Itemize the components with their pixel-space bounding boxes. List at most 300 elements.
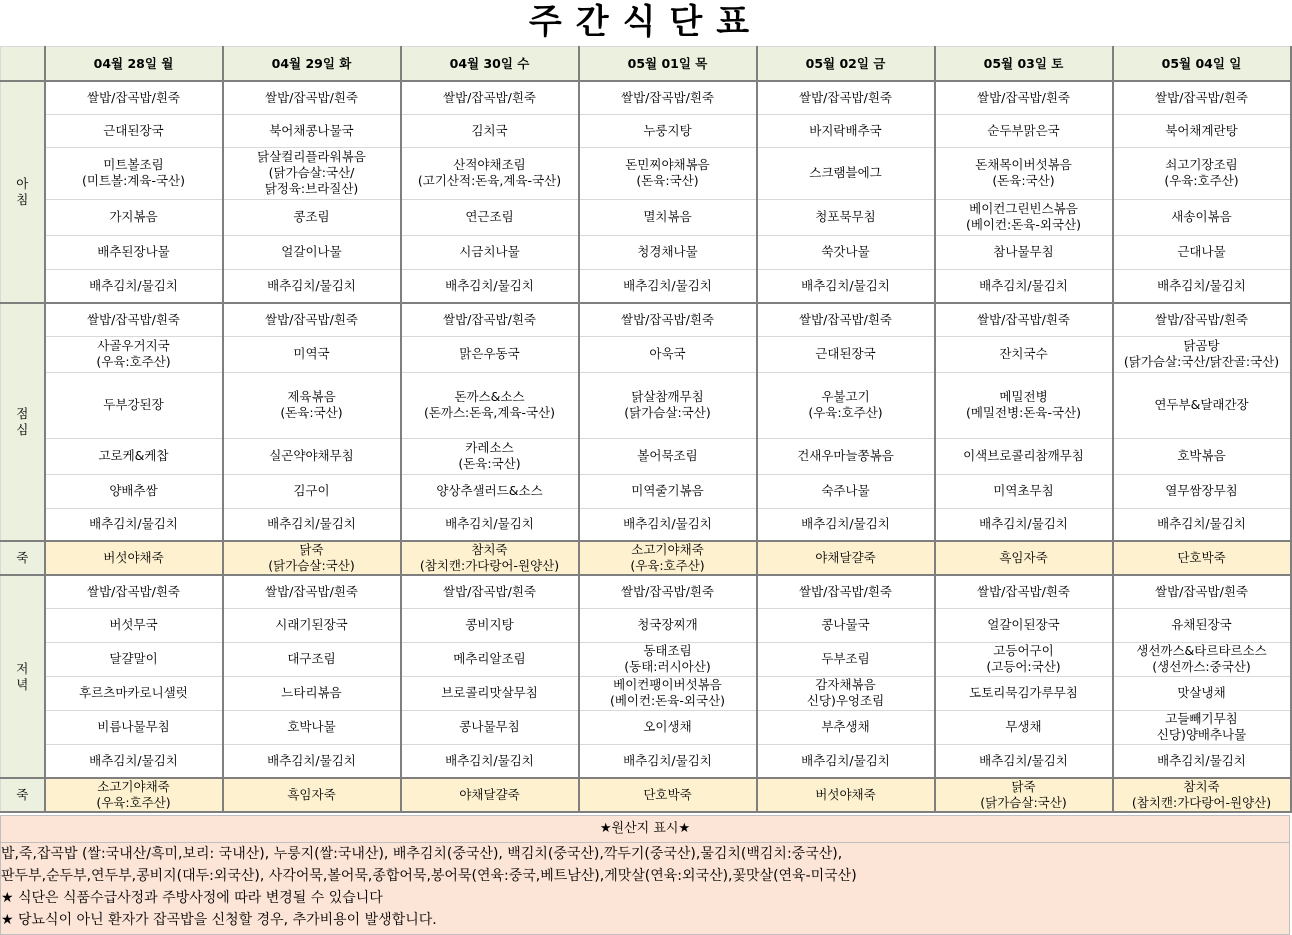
menu-item: (닭가슴살:국산) <box>624 405 711 420</box>
menu-cell <box>579 269 757 303</box>
menu-item: 야채달걀죽 <box>815 550 876 565</box>
menu-item: 실곤약야채무침 <box>269 448 354 463</box>
menu-item: (돈육:국산) <box>992 173 1055 188</box>
menu-item: 배추김치/물김치 <box>445 516 534 532</box>
menu-item: 배추김치/물김치 <box>979 516 1068 532</box>
menu-cell <box>579 541 757 575</box>
menu-item: 비름나물무침 <box>97 719 170 734</box>
menu-item: 김구이 <box>293 483 330 498</box>
meal-label-text: 점심 <box>16 406 29 437</box>
menu-item: 맑은우동국 <box>459 346 520 361</box>
menu-item: 콩조림 <box>293 209 330 224</box>
menu-item: 메밀전병 <box>999 389 1048 404</box>
menu-cell <box>757 575 935 608</box>
porridge-row <box>1 778 1291 812</box>
menu-cell <box>757 474 935 508</box>
menu-cell <box>935 438 1113 474</box>
menu-cell <box>757 541 935 575</box>
menu-cell <box>579 199 757 235</box>
menu-cell <box>757 372 935 438</box>
menu-item: 배추김치/물김치 <box>1157 516 1246 532</box>
menu-cell <box>45 199 223 235</box>
menu-item: 미트볼조림 <box>103 157 164 172</box>
day-header: 04월 30일 수 <box>401 47 579 82</box>
menu-cell <box>45 372 223 438</box>
menu-cell <box>935 710 1113 744</box>
menu-cell <box>223 199 401 235</box>
menu-item: 버섯야채죽 <box>103 550 164 565</box>
menu-cell <box>935 336 1113 372</box>
menu-cell <box>45 642 223 676</box>
menu-item: 쌀밥/잡곡밥/흰죽 <box>1155 89 1248 105</box>
menu-item: 부추생채 <box>821 719 870 734</box>
menu-cell <box>757 642 935 676</box>
menu-cell <box>45 336 223 372</box>
menu-item: (고기산적:돈육,계육-국산) <box>417 173 562 188</box>
notice-line: ★ 당뇨식이 아닌 환자가 잡곡밥을 신청할 경우, 추가비용이 발생합니다. <box>1 912 437 928</box>
menu-item: 배추김치/물김치 <box>801 752 890 768</box>
menu-item: 베이컨그린빈스볶음 <box>969 201 1078 216</box>
menu-item: 참나물무침 <box>993 244 1054 259</box>
menu-item: 맛살냉채 <box>1177 685 1226 700</box>
menu-item: (우육:호주산) <box>1164 173 1239 188</box>
menu-item: (미트볼:계육-국산) <box>81 173 185 188</box>
menu-item: 잔치국수 <box>999 346 1048 361</box>
menu-cell <box>579 147 757 199</box>
menu-cell <box>45 114 223 147</box>
day-header: 05월 01일 목 <box>579 47 757 82</box>
menu-cell <box>935 541 1113 575</box>
menu-item: 흑임자죽 <box>999 550 1048 565</box>
menu-item: 연두부&달래간장 <box>1154 397 1249 412</box>
menu-cell <box>401 474 579 508</box>
menu-item: 도토리묵김가루무침 <box>969 685 1078 700</box>
menu-item: (동태:러시아산) <box>624 659 711 674</box>
menu-item: 얼갈이된장국 <box>987 617 1060 632</box>
menu-cell <box>223 778 401 812</box>
page-title: 주간식단표 <box>528 2 764 42</box>
menu-item: 카레소스 <box>465 440 514 455</box>
menu-cell <box>45 778 223 812</box>
menu-item: 배추김치/물김치 <box>623 516 712 532</box>
menu-item: 버섯야채죽 <box>815 787 876 802</box>
menu-item: 닭살컬리플라워볶음 <box>257 149 366 164</box>
menu-cell <box>757 508 935 541</box>
menu-cell <box>579 778 757 812</box>
menu-item: 콩나물국 <box>821 617 870 632</box>
menu-item: 신당)양배추나물 <box>1156 727 1247 742</box>
menu-item: 얼갈이나물 <box>281 244 342 259</box>
menu-item: 고로케&케찹 <box>98 448 169 463</box>
menu-cell <box>45 744 223 778</box>
menu-item: 돈까스&소스 <box>454 389 525 404</box>
menu-item: 사골우거지국 <box>97 338 170 353</box>
menu-item: 쌀밥/잡곡밥/흰죽 <box>1155 311 1248 327</box>
menu-cell <box>223 147 401 199</box>
menu-cell <box>45 438 223 474</box>
menu-cell <box>223 235 401 269</box>
menu-cell <box>223 336 401 372</box>
menu-item: 콩비지탕 <box>465 617 514 632</box>
menu-item: 근대된장국 <box>103 122 164 138</box>
menu-cell <box>45 81 223 114</box>
menu-item: 콩나물무침 <box>459 719 520 734</box>
origin-heading: ★원산지 표시★ <box>0 815 1290 843</box>
menu-cell <box>45 676 223 710</box>
day-header: 04월 29일 화 <box>223 47 401 82</box>
menu-item: 쌀밥/잡곡밥/흰죽 <box>977 583 1070 599</box>
menu-item: 쌀밥/잡곡밥/흰죽 <box>443 89 536 105</box>
menu-cell <box>579 508 757 541</box>
origin-line: 밥,죽,잡곡밥 (쌀:국내산/흑미,보리: 국내산), 누룽지(쌀:국내산), 배추김치(중국산), 백김치(중국산),깍두기(중국산),물김치(백김치:중국산), <box>1 846 843 862</box>
menu-item: 배추된장나물 <box>97 244 170 259</box>
menu-item: 감자채볶음 <box>815 677 876 692</box>
menu-cell <box>45 235 223 269</box>
menu-cell <box>757 438 935 474</box>
menu-item: 양상추샐러드&소스 <box>436 483 543 498</box>
menu-item: 시금치나물 <box>459 244 520 259</box>
menu-item: 참치죽 <box>1183 779 1220 794</box>
porridge-row <box>1 541 1291 575</box>
menu-cell <box>757 269 935 303</box>
menu-cell <box>223 541 401 575</box>
menu-cell <box>401 642 579 676</box>
menu-cell <box>401 575 579 608</box>
menu-item: 순두부맑은국 <box>987 122 1060 138</box>
menu-item: 후르츠마카로니샐럿 <box>79 685 188 700</box>
origin-line: 판두부,순두부,연두부,콩비지(대두:외국산), 사각어묵,볼어묵,종합어묵,봉어묵(연육:중국,베트남산),게맛살(연육:외국산),꽃맛살(연육-미국산) <box>1 868 857 884</box>
menu-item: 배추김치/물김치 <box>445 752 534 768</box>
menu-cell <box>223 575 401 608</box>
menu-cell <box>1113 438 1291 474</box>
menu-cell <box>757 303 935 336</box>
menu-item: 열무쌈장무침 <box>1165 483 1238 498</box>
menu-item: 쌀밥/잡곡밥/흰죽 <box>621 583 714 599</box>
menu-item: (베이컨:돈육-외국산) <box>609 693 726 708</box>
menu-cell <box>935 575 1113 608</box>
menu-cell <box>935 608 1113 642</box>
menu-cell <box>579 474 757 508</box>
menu-item: 미역국 <box>293 346 330 361</box>
menu-cell <box>579 438 757 474</box>
day-header: 05월 03일 토 <box>935 47 1113 82</box>
menu-item: 쌀밥/잡곡밥/흰죽 <box>799 89 892 105</box>
menu-item: 새송이볶음 <box>1171 209 1232 224</box>
menu-cell <box>757 710 935 744</box>
menu-item: 쌀밥/잡곡밥/흰죽 <box>443 311 536 327</box>
menu-cell <box>579 575 757 608</box>
menu-item: 닭곰탕 <box>1183 338 1220 353</box>
menu-cell <box>223 303 401 336</box>
menu-cell <box>579 676 757 710</box>
menu-item: 호박볶음 <box>1177 448 1226 463</box>
day-header-row <box>1 47 1291 82</box>
meal-label-breakfast <box>1 81 45 303</box>
menu-cell <box>223 81 401 114</box>
menu-cell <box>1113 508 1291 541</box>
menu-cell <box>1113 336 1291 372</box>
menu-item: (생선까스:중국산) <box>1152 659 1251 674</box>
menu-cell <box>1113 575 1291 608</box>
menu-cell <box>935 147 1113 199</box>
menu-cell <box>401 336 579 372</box>
menu-cell <box>757 147 935 199</box>
menu-cell <box>223 269 401 303</box>
menu-cell <box>1113 269 1291 303</box>
menu-item: (참치캔:가다랑어-원양산) <box>1131 795 1272 810</box>
menu-cell <box>401 438 579 474</box>
menu-cell <box>757 235 935 269</box>
menu-cell <box>223 642 401 676</box>
menu-item: 청경채나물 <box>637 244 698 259</box>
menu-item: 쑥갓나물 <box>821 244 870 259</box>
menu-cell <box>45 303 223 336</box>
menu-cell <box>935 744 1113 778</box>
menu-cell <box>1113 541 1291 575</box>
menu-cell <box>223 710 401 744</box>
menu-cell <box>401 303 579 336</box>
menu-item: 양배추쌈 <box>109 483 158 498</box>
menu-item: 쌀밥/잡곡밥/흰죽 <box>87 583 180 599</box>
menu-item: 배추김치/물김치 <box>267 516 356 532</box>
menu-cell <box>579 710 757 744</box>
menu-item: 닭정육:브라질산) <box>264 181 359 196</box>
menu-item: 배추김치/물김치 <box>89 752 178 768</box>
menu-item: 배추김치/물김치 <box>979 752 1068 768</box>
menu-item: 소고기야채죽 <box>97 779 170 794</box>
menu-cell <box>935 778 1113 812</box>
menu-item: (돈육:국산) <box>636 173 699 188</box>
meal-label-dinner <box>1 575 45 778</box>
menu-item: 쌀밥/잡곡밥/흰죽 <box>443 583 536 599</box>
menu-item: 배추김치/물김치 <box>623 752 712 768</box>
menu-item: (고등어:국산) <box>986 659 1061 674</box>
day-header: 05월 04일 일 <box>1113 47 1291 82</box>
menu-cell <box>579 235 757 269</box>
menu-cell <box>45 508 223 541</box>
menu-item: 고등어구이 <box>993 643 1054 658</box>
menu-item: 쌀밥/잡곡밥/흰죽 <box>265 89 358 105</box>
menu-item: 바지락배추국 <box>809 122 882 138</box>
menu-cell <box>1113 303 1291 336</box>
menu-cell <box>1113 81 1291 114</box>
menu-item: 멸치볶음 <box>643 209 692 224</box>
menu-cell <box>223 744 401 778</box>
menu-cell <box>45 710 223 744</box>
menu-cell <box>401 81 579 114</box>
menu-cell <box>401 372 579 438</box>
menu-cell <box>935 303 1113 336</box>
menu-item: 북어채콩나물국 <box>269 122 354 138</box>
menu-cell <box>757 81 935 114</box>
menu-item: 배추김치/물김치 <box>445 277 534 293</box>
menu-item: 숙주나물 <box>821 483 870 498</box>
menu-item: 단호박죽 <box>643 787 692 802</box>
menu-cell <box>935 235 1113 269</box>
menu-cell <box>401 710 579 744</box>
menu-item: 근대된장국 <box>815 346 876 361</box>
menu-item: 야채달걀죽 <box>459 787 520 802</box>
menu-cell <box>45 608 223 642</box>
menu-item: (우육:호주산) <box>96 795 171 810</box>
meal-label-porridge: 죽 <box>1 541 45 575</box>
day-header: 05월 02일 금 <box>757 47 935 82</box>
menu-item: 미역초무침 <box>993 483 1054 498</box>
menu-cell <box>579 303 757 336</box>
menu-cell <box>401 778 579 812</box>
day-header: 04월 28일 월 <box>45 47 223 82</box>
menu-item: (닭가슴살:국산/닭잔골:국산) <box>1123 354 1280 369</box>
menu-cell <box>579 642 757 676</box>
menu-item: 근대나물 <box>1177 244 1226 259</box>
menu-cell <box>1113 676 1291 710</box>
menu-item: 스크램블에그 <box>809 165 882 180</box>
menu-cell <box>579 744 757 778</box>
menu-item: 배추김치/물김치 <box>89 277 178 293</box>
menu-cell <box>401 508 579 541</box>
menu-item: 볼어묵조림 <box>637 448 698 463</box>
menu-item: 배추김치/물김치 <box>801 516 890 532</box>
menu-item: 쌀밥/잡곡밥/흰죽 <box>1155 583 1248 599</box>
menu-cell <box>45 147 223 199</box>
menu-item: 배추김치/물김치 <box>89 516 178 532</box>
menu-item: 배추김치/물김치 <box>623 277 712 293</box>
menu-cell <box>45 474 223 508</box>
menu-cell <box>223 372 401 438</box>
menu-cell <box>579 114 757 147</box>
menu-item: (우육:호주산) <box>808 405 883 420</box>
menu-cell <box>757 676 935 710</box>
menu-item: 이색브로콜리참깨무침 <box>963 448 1084 463</box>
menu-cell <box>223 438 401 474</box>
menu-item: 브로콜리맛살무침 <box>441 685 538 700</box>
menu-item: 누룽지탕 <box>643 122 692 138</box>
menu-cell <box>1113 114 1291 147</box>
menu-item: 유채된장국 <box>1171 617 1232 632</box>
menu-item: 쌀밥/잡곡밥/흰죽 <box>265 583 358 599</box>
menu-cell <box>935 372 1113 438</box>
menu-cell <box>757 778 935 812</box>
menu-item: 베이컨팽이버섯볶음 <box>613 677 722 692</box>
menu-cell <box>1113 710 1291 744</box>
menu-cell <box>1113 147 1291 199</box>
menu-item: 쌀밥/잡곡밥/흰죽 <box>799 583 892 599</box>
menu-item: 느타리볶음 <box>281 685 342 700</box>
menu-item: 쌀밥/잡곡밥/흰죽 <box>621 89 714 105</box>
menu-item: 닭죽 <box>1011 779 1036 794</box>
menu-item: 건새우마늘쫑볶음 <box>797 448 894 463</box>
menu-item: 배추김치/물김치 <box>979 277 1068 293</box>
menu-cell <box>935 676 1113 710</box>
menu-cell <box>579 81 757 114</box>
menu-cell <box>401 676 579 710</box>
header-corner <box>1 47 45 82</box>
menu-item: 시래기된장국 <box>275 617 348 632</box>
menu-item: 신당)우엉조림 <box>806 693 885 708</box>
menu-cell <box>935 81 1113 114</box>
menu-item: 무생채 <box>1005 719 1042 734</box>
menu-item: 동태조림 <box>643 643 692 658</box>
menu-item: 고들빼기무침 <box>1165 711 1238 726</box>
menu-cell <box>1113 372 1291 438</box>
menu-item: (돈육:국산) <box>458 456 521 471</box>
menu-item: 버섯무국 <box>109 617 158 632</box>
menu-item: 돈민찌야채볶음 <box>625 157 710 172</box>
menu-item: 오이생채 <box>643 719 692 734</box>
menu-cell <box>935 474 1113 508</box>
menu-cell <box>935 199 1113 235</box>
weekly-menu-table <box>0 46 1292 813</box>
menu-cell <box>935 508 1113 541</box>
menu-item: 단호박죽 <box>1177 550 1226 565</box>
menu-item: 청국장찌개 <box>637 617 698 632</box>
menu-cell <box>45 575 223 608</box>
menu-item: 대구조림 <box>287 651 336 666</box>
menu-item: 배추김치/물김치 <box>1157 752 1246 768</box>
menu-item: 생선까스&타르타르소스 <box>1136 643 1267 658</box>
menu-cell <box>757 608 935 642</box>
menu-item: (메밀전병:돈육-국산) <box>965 405 1082 420</box>
menu-item: (닭가슴살:국산/ <box>268 165 355 180</box>
menu-item: 쌀밥/잡곡밥/흰죽 <box>799 311 892 327</box>
menu-item: 배추김치/물김치 <box>1157 277 1246 293</box>
menu-item: 배추김치/물김치 <box>267 752 356 768</box>
menu-item: (베이컨:돈육-외국산) <box>965 217 1082 232</box>
menu-item: 우불고기 <box>821 389 870 404</box>
menu-item: 호박나물 <box>287 719 336 734</box>
menu-item: 두부조림 <box>821 651 870 666</box>
menu-item: 북어채계란탕 <box>1165 122 1238 138</box>
menu-item: 미역줄기볶음 <box>631 483 704 498</box>
menu-item: 연근조림 <box>465 209 514 224</box>
menu-item: 쌀밥/잡곡밥/흰죽 <box>977 311 1070 327</box>
menu-cell <box>223 114 401 147</box>
menu-item: 김치국 <box>471 122 508 138</box>
menu-cell <box>1113 199 1291 235</box>
menu-cell <box>757 336 935 372</box>
menu-item: (참치캔:가다랑어-원양산) <box>419 558 560 573</box>
menu-item: 참치죽 <box>471 542 508 557</box>
menu-cell <box>579 372 757 438</box>
menu-item: (닭가슴살:국산) <box>980 795 1067 810</box>
menu-item: 달걀말이 <box>109 651 158 666</box>
meal-label-text: 아침 <box>16 176 29 207</box>
menu-cell <box>579 336 757 372</box>
menu-item: 쌀밥/잡곡밥/흰죽 <box>87 89 180 105</box>
menu-cell <box>1113 642 1291 676</box>
menu-item: 쌀밥/잡곡밥/흰죽 <box>265 311 358 327</box>
menu-cell <box>579 608 757 642</box>
menu-item: 쌀밥/잡곡밥/흰죽 <box>621 311 714 327</box>
menu-item: 흑임자죽 <box>287 787 336 802</box>
menu-item: 산적야채조림 <box>453 157 526 172</box>
menu-cell <box>401 269 579 303</box>
menu-cell <box>1113 778 1291 812</box>
meal-label-lunch <box>1 303 45 541</box>
menu-item: (닭가슴살:국산) <box>268 558 355 573</box>
menu-item: 쌀밥/잡곡밥/흰죽 <box>87 311 180 327</box>
menu-cell <box>935 114 1113 147</box>
menu-item: 쇠고기장조림 <box>1165 157 1238 172</box>
menu-cell <box>1113 235 1291 269</box>
menu-item: 배추김치/물김치 <box>267 277 356 293</box>
menu-cell <box>1113 744 1291 778</box>
menu-cell <box>935 642 1113 676</box>
menu-cell <box>757 114 935 147</box>
origin-notes <box>0 842 1290 935</box>
menu-cell <box>45 541 223 575</box>
menu-item: 닭살참깨무침 <box>631 389 704 404</box>
